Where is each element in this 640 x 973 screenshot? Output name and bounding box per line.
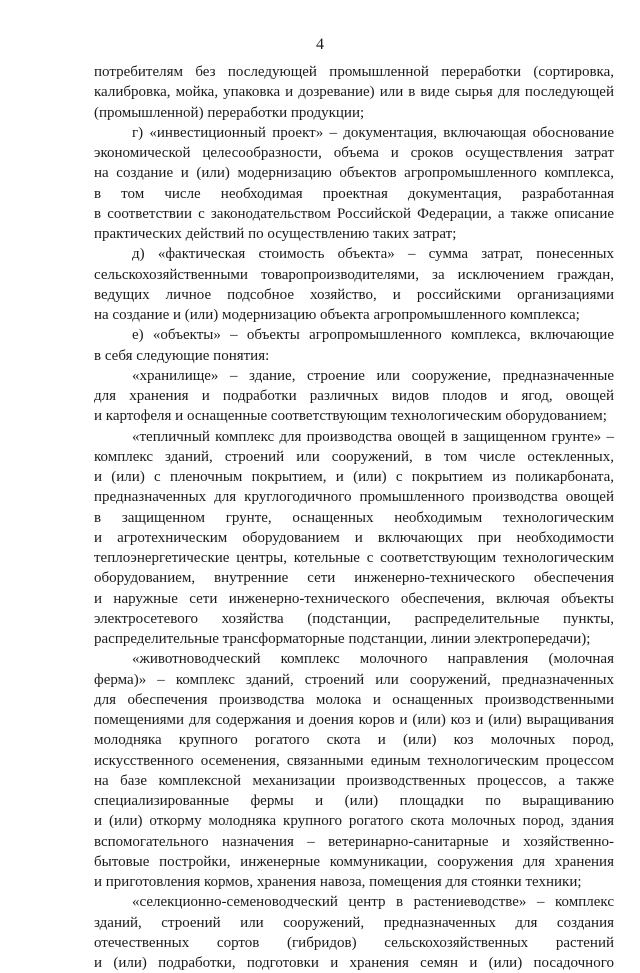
- page-number: 4: [316, 36, 324, 53]
- text-line: и агротехническим оборудованием и включающих при необходимости: [94, 529, 614, 546]
- text-line: молодняка крупного рогатого скота и (или) коз молочных пород,: [94, 732, 614, 749]
- text-line: ферма)» – комплекс зданий, строений или сооружений, предназначенных: [94, 671, 614, 688]
- text-line: «хранилище» – здание, строение или сооружение, предназначенные: [132, 367, 614, 384]
- text-line: комплекс зданий, строений или сооружений, в том числе остекленных,: [94, 448, 614, 465]
- text-line: и картофеля и оснащенные соответствующим технологическим оборудованием;: [94, 408, 607, 425]
- text-line: (промышленной) переработки продукции;: [94, 104, 365, 121]
- text-line: предназначенных для круглогодичного промышленного производства овощей: [94, 489, 614, 506]
- text-line: на создание и (или) модернизацию объектов агропромышленного комплекса,: [94, 165, 614, 182]
- document-body: [94, 62, 614, 973]
- text-line: практических действий по осуществлению таких затрат;: [94, 226, 457, 242]
- text-line: «селекционно-семеноводческий центр в растениеводстве» – комплекс: [132, 894, 614, 911]
- text-line: ведущих личное подсобное хозяйство, и российскими организациями: [94, 286, 614, 303]
- text-line: электросетевого хозяйства (подстанции, распределительные пункты,: [94, 610, 614, 627]
- text-line: д) «фактическая стоимость объекта» – сумма затрат, понесенных: [132, 246, 614, 263]
- text-line: бытовые постройки, инженерные коммуникации, сооружения для хранения: [94, 853, 614, 870]
- text-line: распределительные трансформаторные подстанции, линии электропередачи);: [94, 631, 591, 647]
- text-line: г) «инвестиционный проект» – документация, включающая обоснование: [132, 124, 614, 141]
- text-line: в соответствии с законодательством Российской Федерации, а также описание: [94, 205, 614, 222]
- text-line: отечественных сортов (гибридов) сельскохозяйственных растений: [94, 934, 614, 951]
- text-line: и (или) откорму молодняка крупного рогатого скота молочных пород, здания: [94, 813, 614, 830]
- text-line: вспомогательного назначения – ветеринарно-санитарные и хозяйственно-: [94, 833, 614, 850]
- text-line: на базе комплексной механизации производственных процессов, а также: [94, 772, 614, 789]
- text-line: сельскохозяйственными товаропроизводителями, за исключением граждан,: [94, 266, 614, 283]
- text-line: помещениями для содержания и доения коров и (или) коз и (или) выращивания: [94, 712, 614, 728]
- text-line: в защищенном грунте, оснащенных необходимым технологическим: [94, 509, 614, 526]
- text-line: и (или) с пленочным покрытием, и (или) с покрытием из поликарбоната,: [94, 469, 614, 485]
- text-line: в себя следующие понятия:: [94, 347, 270, 364]
- text-line: и наружные сети инженерно-технического обеспечения, включая объекты: [94, 590, 614, 607]
- text-line: е) «объекты» – объекты агропромышленного комплекса, включающие: [132, 327, 614, 344]
- text-line: оборудованием, внутренние сети инженерно-технического обеспечения: [94, 570, 614, 587]
- text-line: потребителям без последующей промышленной переработки (сортировка,: [94, 64, 614, 80]
- text-line: экономической целесообразности, объема и сроков осуществления затрат: [94, 145, 614, 161]
- text-line: для хранения и подработки различных видов плодов и ягод, овощей: [94, 388, 614, 404]
- text-line: специализированные фермы и (или) площадки по выращиванию: [94, 793, 614, 809]
- text-line: искусственного осеменения, связанными единым технологическим процессом: [94, 752, 614, 769]
- text-line: для обеспечения производства молока и оснащенных производственными: [94, 691, 614, 708]
- text-line: калибровка, мойка, упаковка и дозревание) или в виде сырья для последующей: [94, 84, 614, 101]
- text-line: и (или) подработки, подготовки и хранения семян и (или) посадочного: [94, 955, 614, 971]
- text-line: в том числе необходимая проектная документация, разработанная: [94, 185, 614, 202]
- text-line: на создание и (или) модернизацию объекта агропромышленного комплекса;: [94, 307, 580, 323]
- text-line: теплоэнергетические центры, котельные с соответствующим технологическим: [94, 550, 614, 566]
- text-line: зданий, строений или сооружений, предназначенных для создания: [94, 914, 614, 931]
- text-line: «тепличный комплекс для производства овощей в защищенном грунте» –: [132, 428, 614, 445]
- text-line: и приготовления кормов, хранения навоза, помещения для стоянки техники;: [94, 874, 582, 890]
- text-line: «животноводческий комплекс молочного направления (молочная: [132, 651, 614, 668]
